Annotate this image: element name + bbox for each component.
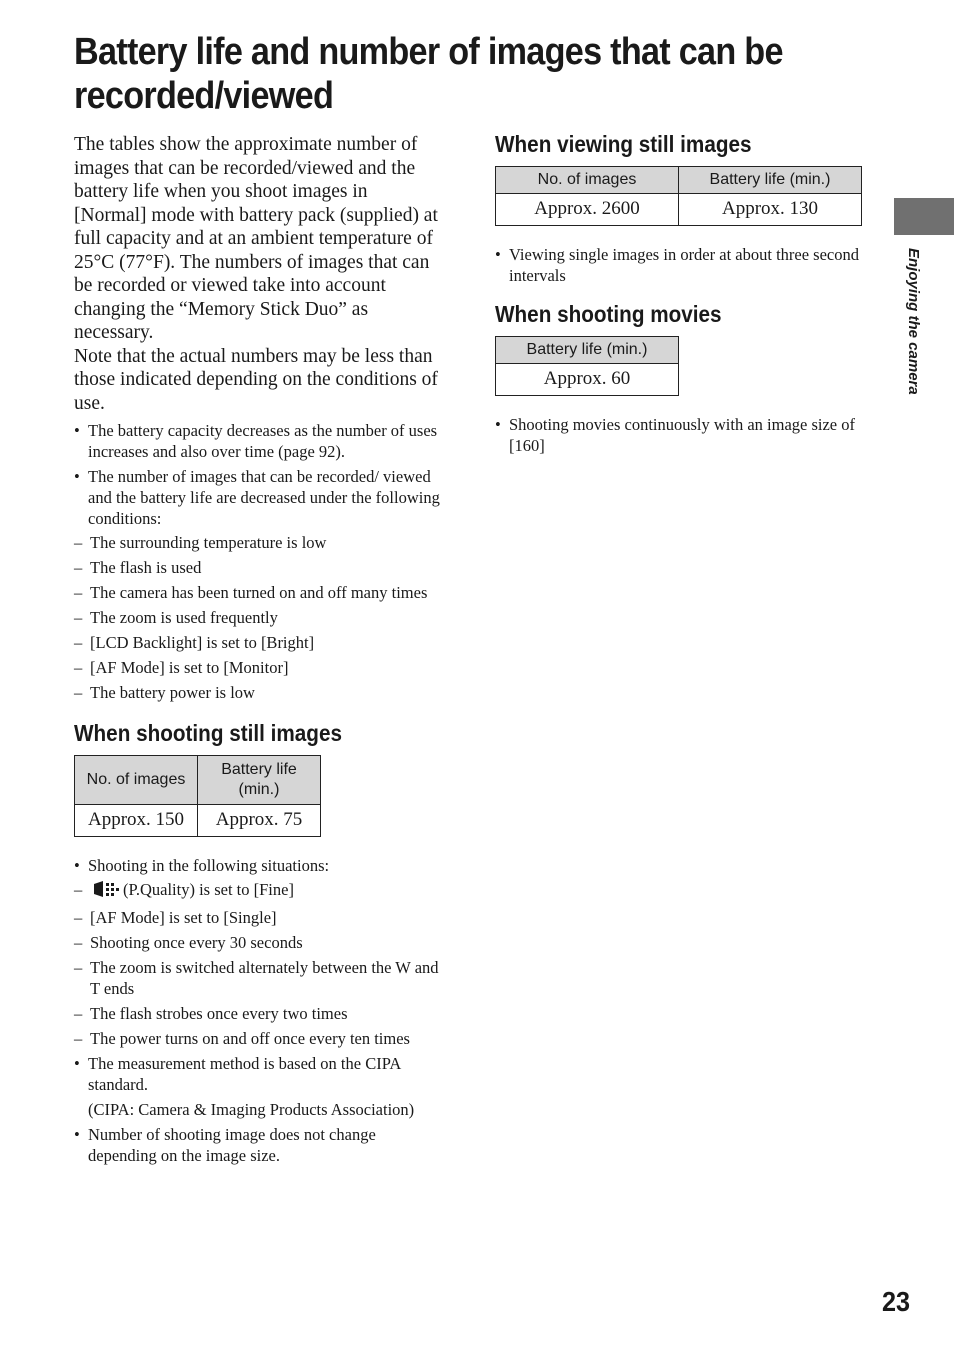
list-item: – The zoom is switched alternately between the W and T ends — [74, 958, 439, 998]
list-item: – The surrounding temperature is low — [74, 533, 327, 552]
list-item: • Shooting in the following situations: – (P.Quality) is set to [Fine] – [AF Mode] is set to [Single] – Shooting once every 30 seconds – The zoom is switched alternately between the W and T ends – The flash strobes once every two times – The power turns on and off once every ten times — [74, 855, 444, 1049]
movies-table — [495, 336, 679, 396]
list-item: • The battery capacity decreases as the number of uses increases and also over time (page 92). — [74, 421, 438, 461]
bullet-icon: • — [74, 467, 80, 486]
list-item: • Shooting movies continuously with an image size of [160] — [495, 415, 856, 455]
movies-heading: When shooting movies — [495, 301, 722, 327]
table-row — [75, 805, 321, 837]
table-cell: Approx. 75 — [198, 805, 321, 837]
table-cell: Approx. 130 — [679, 194, 862, 226]
list-item: – The battery power is low — [74, 683, 255, 702]
list-item: – The flash strobes once every two times — [74, 1004, 348, 1023]
left-column — [74, 133, 444, 1170]
still-shooting-notes — [74, 855, 444, 1166]
bullet-icon: • — [74, 421, 80, 440]
right-column — [495, 130, 865, 460]
list-item: – The zoom is used frequently — [74, 608, 278, 627]
list-item: • The number of images that can be recorded/ viewed and the battery life are decreased under the following conditions: – The surrounding temperature is low – The flash is used – The camera has been turned on and off many times – The zoom is used frequently – [LCD Backlight] is set to [Bright] – [AF Mode] is set to [Monitor] – The battery power is low — [74, 466, 444, 703]
list-item: – Shooting once every 30 seconds — [74, 933, 303, 952]
chapter-label: Enjoying the camera — [905, 248, 922, 395]
cipa-note: (CIPA: Camera & Imaging Products Association) — [88, 1100, 415, 1119]
column-header: Battery life (min.) — [679, 167, 862, 194]
shooting-situations-list — [74, 879, 444, 1049]
list-item: – [AF Mode] is set to [Monitor] — [74, 658, 289, 677]
chapter-tab — [894, 198, 954, 235]
list-item: • Viewing single images in order at about three second intervals — [495, 245, 859, 285]
list-item: – (P.Quality) is set to [Fine] — [74, 879, 444, 903]
table-cell: Approx. 2600 — [496, 194, 679, 226]
page-title: Battery life and number of images that can be recorded/viewed — [74, 31, 783, 117]
list-item: – [LCD Backlight] is set to [Bright] — [74, 633, 315, 652]
table-row — [496, 364, 679, 396]
page-number: 23 — [881, 1286, 910, 1317]
movies-notes — [495, 414, 865, 456]
intro-paragraph: The tables show the approximate number of images that can be recorded/viewed and the battery life when you shoot images in [Normal] mode with battery pack (supplied) at full capacity and at an ambient temperature of 25°C (77°F). The numbers of images that can be recorded or viewed take into account changing the “Memory Stick Duo” as necessary. — [74, 134, 438, 343]
list-item: – The flash is used — [74, 558, 202, 577]
list-item: – The power turns on and off once every ten times — [74, 1029, 410, 1048]
conditions-notes — [74, 420, 444, 703]
still-shooting-table — [74, 755, 321, 837]
list-item: • The measurement method is based on the CIPA standard. (CIPA: Camera & Imaging Products Association) — [74, 1053, 444, 1120]
still-shooting-heading: When shooting still images — [74, 720, 342, 746]
still-viewing-table — [495, 166, 862, 226]
list-item: – [AF Mode] is set to [Single] — [74, 908, 277, 927]
list-item: • Number of shooting image does not change depending on the image size. — [74, 1125, 376, 1165]
table-cell: Approx. 150 — [75, 805, 198, 837]
p-quality-icon — [90, 880, 120, 903]
column-header: Battery life (min.) — [496, 337, 679, 364]
reduced-conditions-list — [74, 532, 444, 703]
table-row — [496, 194, 862, 226]
column-header: No. of images — [75, 756, 198, 805]
list-item: – The camera has been turned on and off many times — [74, 583, 428, 602]
column-header: No. of images — [496, 167, 679, 194]
table-cell: Approx. 60 — [496, 364, 679, 396]
still-viewing-notes — [495, 244, 865, 286]
intro-note: Note that the actual numbers may be less than those indicated depending on the conditions of use. — [74, 345, 438, 414]
column-header: Battery life (min.) — [198, 756, 321, 805]
still-viewing-heading: When viewing still images — [495, 131, 752, 157]
